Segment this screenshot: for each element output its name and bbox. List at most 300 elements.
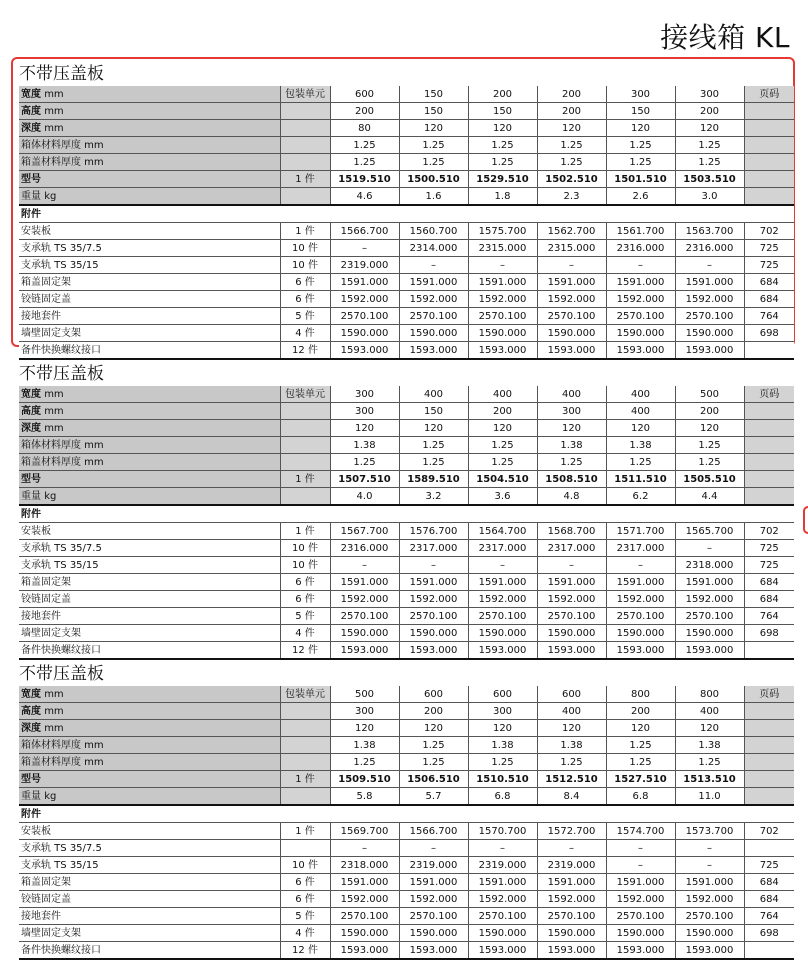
- accessory-part-number: 2570.100: [675, 908, 744, 925]
- width-cell: 600: [537, 686, 606, 703]
- body-thickness-cell: 1.25: [537, 137, 606, 154]
- height-cell: 200: [468, 403, 537, 420]
- package-unit-header: 包装单元: [280, 86, 330, 103]
- accessory-part-number: 1593.000: [537, 342, 606, 360]
- accessory-name: 铰链固定盖: [19, 891, 280, 908]
- lid-thickness-cell: 1.25: [399, 454, 468, 471]
- width-cell: 300: [606, 86, 675, 103]
- accessory-row: [19, 625, 794, 642]
- accessory-row: [19, 591, 794, 608]
- weight-cell: 4.0: [330, 488, 399, 506]
- accessory-part-number: –: [606, 557, 675, 574]
- accessory-part-number: 1590.000: [468, 325, 537, 342]
- body-thickness-label: 箱体材料厚度 mm: [19, 737, 280, 754]
- accessory-row: [19, 240, 794, 257]
- accessory-row: [19, 608, 794, 625]
- accessory-page: 725: [744, 857, 794, 874]
- accessory-name: 铰链固定盖: [19, 291, 280, 308]
- accessory-name: 支承轨 TS 35/15: [19, 257, 280, 274]
- width-label-text: 宽度: [21, 88, 41, 100]
- accessory-part-number: 1592.000: [606, 891, 675, 908]
- accessory-part-number: 1561.700: [606, 223, 675, 240]
- lid-thickness-cell: 1.25: [468, 754, 537, 771]
- height-cell: 150: [468, 103, 537, 120]
- pkg-cell: [280, 720, 330, 737]
- width-cell: 200: [537, 86, 606, 103]
- accessory-part-number: 1593.000: [675, 342, 744, 360]
- accessory-part-number: 1592.000: [468, 591, 537, 608]
- accessory-part-number: 1590.000: [399, 925, 468, 942]
- accessory-pkg: 5 件: [280, 608, 330, 625]
- height-cell: 300: [468, 703, 537, 720]
- weight-cell: 4.6: [330, 188, 399, 206]
- accessory-part-number: 1592.000: [537, 891, 606, 908]
- depth-label-text: 深度: [21, 722, 41, 734]
- accessory-part-number: 1593.000: [675, 942, 744, 960]
- row-height: [19, 703, 794, 720]
- pkg-cell: [280, 737, 330, 754]
- accessory-part-number: –: [468, 557, 537, 574]
- accessory-row: [19, 540, 794, 557]
- row-body-thickness: [19, 137, 794, 154]
- row-model: [19, 471, 794, 488]
- body-thickness-cell: 1.38: [675, 737, 744, 754]
- accessory-part-number: 2570.100: [468, 908, 537, 925]
- accessory-pkg: 10 件: [280, 557, 330, 574]
- page-cell: [744, 188, 794, 206]
- accessory-part-number: 2317.000: [537, 540, 606, 557]
- accessory-part-number: 1593.000: [675, 642, 744, 660]
- lid-thickness-cell: 1.25: [399, 154, 468, 171]
- accessory-rows: [19, 523, 794, 660]
- width-cell: 300: [330, 386, 399, 403]
- accessory-part-number: 1590.000: [468, 625, 537, 642]
- accessory-part-number: –: [606, 257, 675, 274]
- accessory-page: [744, 942, 794, 960]
- depth-label: [19, 720, 280, 737]
- accessory-part-number: 2570.100: [606, 308, 675, 325]
- product-section-1: [19, 63, 794, 360]
- accessory-pkg: 1 件: [280, 223, 330, 240]
- accessory-page: 725: [744, 240, 794, 257]
- accessories-label: 附件: [19, 505, 794, 523]
- accessory-part-number: 1593.000: [330, 342, 399, 360]
- accessory-part-number: 1593.000: [537, 642, 606, 660]
- accessory-pkg: 12 件: [280, 942, 330, 960]
- accessory-part-number: 2570.100: [537, 308, 606, 325]
- accessory-part-number: 1591.000: [399, 574, 468, 591]
- weight-cell: 4.8: [537, 488, 606, 506]
- accessory-name: 墙壁固定支架: [19, 325, 280, 342]
- accessory-part-number: 1592.000: [399, 291, 468, 308]
- accessory-part-number: 2570.100: [468, 608, 537, 625]
- width-cell: 400: [537, 386, 606, 403]
- page-cell: [744, 471, 794, 488]
- row-accessories-header: [19, 205, 794, 223]
- accessory-part-number: –: [399, 257, 468, 274]
- accessory-name: 接地套件: [19, 608, 280, 625]
- row-weight: [19, 788, 794, 806]
- weight-label-text: 重量: [21, 490, 41, 502]
- accessory-name: 支承轨 TS 35/15: [19, 557, 280, 574]
- accessory-row: [19, 874, 794, 891]
- lid-thickness-cell: 1.25: [537, 754, 606, 771]
- height-cell: 150: [399, 103, 468, 120]
- lid-thickness-cell: 1.25: [537, 454, 606, 471]
- accessory-row: [19, 257, 794, 274]
- depth-cell: 120: [606, 120, 675, 137]
- page-header: 页码: [744, 686, 794, 703]
- row-accessories-header: [19, 505, 794, 523]
- accessory-pkg: 6 件: [280, 591, 330, 608]
- body-thickness-cell: 1.25: [468, 437, 537, 454]
- model-label: 型号: [19, 771, 280, 788]
- page-header: 页码: [744, 386, 794, 403]
- accessory-part-number: 1566.700: [330, 223, 399, 240]
- accessory-pkg: 5 件: [280, 308, 330, 325]
- pkg-cell: [280, 788, 330, 806]
- height-cell: 200: [606, 703, 675, 720]
- weight-cell: 3.0: [675, 188, 744, 206]
- accessory-part-number: 1591.000: [468, 274, 537, 291]
- weight-cell: 8.4: [537, 788, 606, 806]
- body-thickness-cell: 1.38: [606, 437, 675, 454]
- accessory-part-number: 2570.100: [399, 908, 468, 925]
- model-cell: 1511.510: [606, 471, 675, 488]
- accessory-part-number: 1566.700: [399, 823, 468, 840]
- accessory-part-number: 1593.000: [606, 942, 675, 960]
- accessory-part-number: 1592.000: [399, 591, 468, 608]
- pkg-cell: [280, 103, 330, 120]
- body-thickness-cell: 1.25: [675, 137, 744, 154]
- accessory-page: [744, 342, 794, 360]
- lid-thickness-cell: 1.25: [606, 454, 675, 471]
- pkg-cell: [280, 420, 330, 437]
- accessory-name: 支承轨 TS 35/7.5: [19, 840, 280, 857]
- model-cell: 1507.510: [330, 471, 399, 488]
- width-cell: 800: [606, 686, 675, 703]
- accessory-part-number: 1590.000: [468, 925, 537, 942]
- accessory-part-number: –: [537, 840, 606, 857]
- accessory-row: [19, 557, 794, 574]
- weight-cell: 5.7: [399, 788, 468, 806]
- spec-table: [19, 86, 794, 360]
- accessory-name: 支承轨 TS 35/15: [19, 857, 280, 874]
- accessory-pkg: [280, 840, 330, 857]
- weight-cell: 5.8: [330, 788, 399, 806]
- accessory-part-number: 1563.700: [675, 223, 744, 240]
- lid-thickness-cell: 1.25: [675, 454, 744, 471]
- page-cell: [744, 788, 794, 806]
- row-width: [19, 686, 794, 703]
- side-marker: [803, 506, 808, 534]
- accessory-page: 684: [744, 891, 794, 908]
- body-thickness-cell: 1.38: [330, 737, 399, 754]
- accessory-part-number: –: [330, 240, 399, 257]
- accessory-row: [19, 523, 794, 540]
- pkg-cell: [280, 703, 330, 720]
- depth-label: [19, 120, 280, 137]
- accessory-part-number: 2318.000: [675, 557, 744, 574]
- accessory-pkg: 12 件: [280, 642, 330, 660]
- width-label: [19, 686, 280, 703]
- row-height: [19, 403, 794, 420]
- lid-thickness-cell: 1.25: [537, 154, 606, 171]
- accessory-name: 接地套件: [19, 908, 280, 925]
- depth-label: [19, 420, 280, 437]
- row-width: [19, 386, 794, 403]
- accessory-part-number: 1591.000: [675, 274, 744, 291]
- section-title: 不带压盖板: [19, 64, 104, 84]
- width-cell: 500: [330, 686, 399, 703]
- page-cell: [744, 420, 794, 437]
- accessory-page: 725: [744, 557, 794, 574]
- accessory-part-number: –: [675, 540, 744, 557]
- accessory-part-number: –: [675, 840, 744, 857]
- page-cell: [744, 488, 794, 506]
- height-cell: 200: [330, 103, 399, 120]
- accessory-pkg: 4 件: [280, 325, 330, 342]
- accessory-part-number: –: [468, 257, 537, 274]
- pkg-cell: [280, 137, 330, 154]
- depth-label-text: 深度: [21, 122, 41, 134]
- height-cell: 300: [330, 403, 399, 420]
- depth-cell: 120: [606, 420, 675, 437]
- depth-unit: mm: [44, 122, 64, 134]
- page-cell: [744, 154, 794, 171]
- row-accessories-header: [19, 805, 794, 823]
- accessory-name: 接地套件: [19, 308, 280, 325]
- spec-table: [19, 386, 794, 660]
- accessory-row: [19, 840, 794, 857]
- accessory-part-number: 1593.000: [330, 942, 399, 960]
- model-cell: 1589.510: [399, 471, 468, 488]
- accessory-part-number: 2314.000: [399, 240, 468, 257]
- lid-thickness-label: 箱盖材料厚度 mm: [19, 754, 280, 771]
- weight-cell: 3.6: [468, 488, 537, 506]
- accessory-pkg: 10 件: [280, 257, 330, 274]
- accessory-part-number: 2570.100: [537, 608, 606, 625]
- row-weight: [19, 188, 794, 206]
- accessory-part-number: 2570.100: [330, 308, 399, 325]
- accessory-part-number: –: [399, 557, 468, 574]
- width-cell: 500: [675, 386, 744, 403]
- accessory-part-number: –: [606, 857, 675, 874]
- body-thickness-label: 箱体材料厚度 mm: [19, 437, 280, 454]
- model-cell: 1519.510: [330, 171, 399, 188]
- accessory-part-number: 1590.000: [606, 625, 675, 642]
- accessory-part-number: 1592.000: [675, 291, 744, 308]
- accessory-page: [744, 840, 794, 857]
- accessory-part-number: –: [330, 557, 399, 574]
- accessory-part-number: 1590.000: [606, 925, 675, 942]
- accessory-part-number: 1591.000: [330, 574, 399, 591]
- accessory-part-number: 1593.000: [468, 342, 537, 360]
- accessory-part-number: 1593.000: [468, 942, 537, 960]
- accessory-part-number: 2317.000: [399, 540, 468, 557]
- accessory-page: 725: [744, 540, 794, 557]
- accessory-part-number: 1593.000: [606, 642, 675, 660]
- model-cell: 1508.510: [537, 471, 606, 488]
- accessory-name: 安装板: [19, 823, 280, 840]
- accessory-part-number: 2570.100: [606, 608, 675, 625]
- height-cell: 150: [399, 403, 468, 420]
- height-cell: 400: [537, 703, 606, 720]
- page-cell: [744, 403, 794, 420]
- height-label-text: 高度: [21, 705, 41, 717]
- body-thickness-label: 箱体材料厚度 mm: [19, 137, 280, 154]
- lid-thickness-cell: 1.25: [606, 754, 675, 771]
- package-unit-header: 包装单元: [280, 686, 330, 703]
- height-cell: 300: [537, 403, 606, 420]
- model-cell: 1527.510: [606, 771, 675, 788]
- accessory-part-number: –: [606, 840, 675, 857]
- accessory-row: [19, 308, 794, 325]
- accessory-part-number: 1592.000: [675, 891, 744, 908]
- accessory-page: 764: [744, 308, 794, 325]
- accessory-row: [19, 342, 794, 360]
- height-unit: mm: [44, 105, 64, 117]
- body-thickness-cell: 1.25: [399, 437, 468, 454]
- accessory-part-number: 2319.000: [468, 857, 537, 874]
- accessory-name: 安装板: [19, 223, 280, 240]
- weight-label: [19, 488, 280, 506]
- lid-thickness-cell: 1.25: [468, 454, 537, 471]
- height-cell: 200: [537, 103, 606, 120]
- width-cell: 400: [468, 386, 537, 403]
- accessory-part-number: 1593.000: [468, 642, 537, 660]
- depth-cell: 120: [537, 720, 606, 737]
- depth-cell: 120: [675, 420, 744, 437]
- accessory-page: 702: [744, 223, 794, 240]
- depth-cell: 120: [537, 420, 606, 437]
- model-cell: 1510.510: [468, 771, 537, 788]
- page-cell: [744, 703, 794, 720]
- accessory-part-number: 1592.000: [399, 891, 468, 908]
- accessory-page: 698: [744, 625, 794, 642]
- model-cell: 1509.510: [330, 771, 399, 788]
- model-cell: 1501.510: [606, 171, 675, 188]
- accessory-part-number: 1590.000: [675, 625, 744, 642]
- body-thickness-cell: 1.25: [330, 137, 399, 154]
- pkg-cell: [280, 454, 330, 471]
- accessory-page: 684: [744, 574, 794, 591]
- weight-cell: 1.6: [399, 188, 468, 206]
- accessory-part-number: 1592.000: [675, 591, 744, 608]
- accessory-part-number: 1592.000: [537, 291, 606, 308]
- model-pkg: 1 件: [280, 471, 330, 488]
- accessory-part-number: 2570.100: [330, 608, 399, 625]
- width-unit: mm: [44, 88, 64, 100]
- body-thickness-cell: 1.38: [537, 737, 606, 754]
- row-height: [19, 103, 794, 120]
- accessory-part-number: 1591.000: [330, 874, 399, 891]
- lid-thickness-cell: 1.25: [675, 754, 744, 771]
- weight-cell: 1.8: [468, 188, 537, 206]
- weight-cell: 2.3: [537, 188, 606, 206]
- width-cell: 200: [468, 86, 537, 103]
- accessory-name: 箱盖固定架: [19, 574, 280, 591]
- page-header: 页码: [744, 86, 794, 103]
- accessory-part-number: 2318.000: [330, 857, 399, 874]
- height-label-text: 高度: [21, 405, 41, 417]
- depth-cell: 120: [606, 720, 675, 737]
- accessory-part-number: 2316.000: [606, 240, 675, 257]
- accessory-part-number: 1591.000: [468, 574, 537, 591]
- depth-cell: 120: [675, 720, 744, 737]
- accessory-name: 备件快换螺纹接口: [19, 942, 280, 960]
- accessory-pkg: 6 件: [280, 574, 330, 591]
- accessory-name: 支承轨 TS 35/7.5: [19, 540, 280, 557]
- accessory-part-number: –: [537, 557, 606, 574]
- depth-unit: mm: [44, 422, 64, 434]
- row-weight: [19, 488, 794, 506]
- height-cell: 400: [606, 403, 675, 420]
- accessory-part-number: 1575.700: [468, 223, 537, 240]
- page-cell: [744, 737, 794, 754]
- depth-cell: 120: [399, 120, 468, 137]
- page-cell: [744, 120, 794, 137]
- accessory-part-number: 2319.000: [537, 857, 606, 874]
- row-width: [19, 86, 794, 103]
- accessory-page: 698: [744, 325, 794, 342]
- weight-unit: kg: [44, 490, 57, 502]
- height-unit: mm: [44, 705, 64, 717]
- accessory-row: [19, 642, 794, 660]
- height-cell: 300: [330, 703, 399, 720]
- accessory-page: 764: [744, 608, 794, 625]
- weight-unit: kg: [44, 190, 57, 202]
- accessory-name: 备件快换螺纹接口: [19, 642, 280, 660]
- accessory-page: 725: [744, 257, 794, 274]
- accessory-row: [19, 291, 794, 308]
- pkg-cell: [280, 154, 330, 171]
- height-cell: 200: [675, 403, 744, 420]
- accessory-part-number: 1592.000: [330, 591, 399, 608]
- accessory-pkg: 1 件: [280, 823, 330, 840]
- height-label: [19, 103, 280, 120]
- width-unit: mm: [44, 688, 64, 700]
- body-thickness-cell: 1.38: [468, 737, 537, 754]
- accessory-part-number: –: [330, 840, 399, 857]
- accessory-part-number: 1593.000: [330, 642, 399, 660]
- accessory-part-number: 1593.000: [537, 942, 606, 960]
- weight-cell: 11.0: [675, 788, 744, 806]
- accessory-part-number: 2317.000: [606, 540, 675, 557]
- lid-thickness-label: 箱盖材料厚度 mm: [19, 454, 280, 471]
- row-depth: [19, 720, 794, 737]
- accessories-label: 附件: [19, 205, 794, 223]
- depth-cell: 120: [468, 420, 537, 437]
- page-cell: [744, 171, 794, 188]
- accessory-pkg: 6 件: [280, 291, 330, 308]
- accessory-part-number: 1591.000: [537, 874, 606, 891]
- body-thickness-cell: 1.25: [468, 137, 537, 154]
- accessory-part-number: 1590.000: [606, 325, 675, 342]
- accessory-name: 安装板: [19, 523, 280, 540]
- accessory-row: [19, 857, 794, 874]
- accessory-part-number: 1593.000: [399, 642, 468, 660]
- accessory-part-number: 2317.000: [468, 540, 537, 557]
- accessory-part-number: 1592.000: [330, 891, 399, 908]
- model-cell: 1505.510: [675, 471, 744, 488]
- accessory-part-number: 1592.000: [606, 291, 675, 308]
- accessory-name: 箱盖固定架: [19, 274, 280, 291]
- weight-cell: 6.8: [468, 788, 537, 806]
- depth-cell: 120: [675, 120, 744, 137]
- accessory-part-number: 2316.000: [675, 240, 744, 257]
- model-cell: 1512.510: [537, 771, 606, 788]
